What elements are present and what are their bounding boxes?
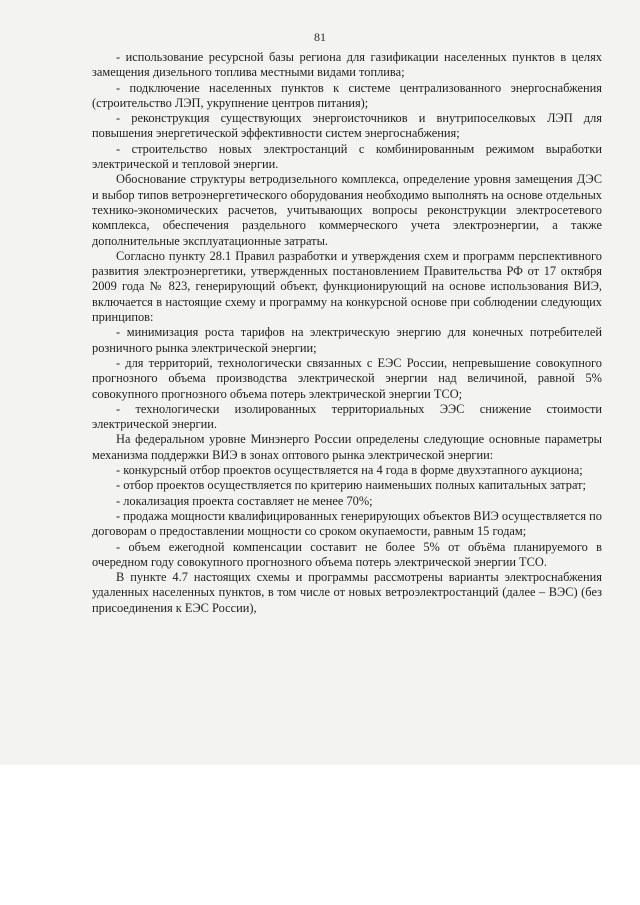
paragraph: Обоснование структуры ветродизельного комплекса, определение уровня замещения ДЭС и выбор типов ветроэнергетического оборудования необходимо выполнять на основе отдельных технико-экономических расчетов, учитывающих вопросы реконструкции электросетевого комплекса, обеспечения раздельного коммерческого учета электроэнергии, а также дополнительные эксплуатационные затраты. — [92, 172, 602, 248]
paragraph: На федеральном уровне Минэнерго России определены следующие основные параметры механизма поддержки ВИЭ в зонах оптового рынка электрической энергии: — [92, 432, 602, 462]
document-body — [92, 50, 602, 616]
paragraph: - подключение населенных пунктов к системе централизованного энергоснабжения (строительство ЛЭП, укрупнение центров питания); — [92, 80, 602, 110]
paragraph: - использование ресурсной базы региона для газификации населенных пунктов в целях замещения дизельного топлива местными видами топлива; — [92, 50, 602, 80]
paragraph: - строительство новых электростанций с комбинированным режимом выработки электрической и тепловой энергии. — [92, 141, 602, 172]
paragraph: - минимизация роста тарифов на электрическую энергию для конечных потребителей розничного рынка электрической энергии; — [92, 325, 602, 355]
paragraph: - реконструкция существующих энергоисточников и внутрипоселковых ЛЭП для повышения энергетической эффективности систем энергоснабжения; — [92, 111, 602, 141]
paragraph: - технологически изолированных территориальных ЭЭС снижение стоимости электрической энергии. — [92, 401, 602, 432]
paragraph: - локализация проекта составляет не менее 70%; — [116, 493, 373, 508]
paragraph: - объем ежегодной компенсации составит не более 5% от объёма планируемого в очередном году совокупного прогнозного объема потерь электрической энергии ТСО. — [92, 539, 602, 569]
blank-margin — [0, 765, 640, 905]
paragraph: - продажа мощности квалифицированных генерирующих объектов ВИЭ осуществляется по договорам о предоставлении мощности со сроком окупаемости, равным 15 годам; — [92, 508, 602, 539]
paragraph: - конкурсный отбор проектов осуществляется на 4 года в форме двухэтапного аукциона; — [116, 463, 583, 478]
page-number: 81 — [314, 30, 326, 44]
paragraph: В пункте 4.7 настоящих схемы и программы рассмотрены варианты электроснабжения удаленных населенных пунктов, в том числе от новых ветроэлектростанций (далее – ВЭС) (без присоединения к ЕЭС России), — [92, 570, 602, 615]
paragraph: Согласно пункту 28.1 Правил разработки и утверждения схем и программ перспективного развития электроэнергетики, утвержденных постановлением Правительства РФ от 17 октября 2009 года № 823, генерирующий объект, функционирующий на основе использования ВИЭ, включается в настоящие схему и программу на конкурсной основе при соблюдении следующих принципов: — [92, 248, 602, 325]
paragraph: - для территорий, технологически связанных с ЕЭС России, непревышение совокупного прогнозного объема производства электрической энергии над величиной, равной 5% совокупного прогнозного объема потерь электрической энергии ТСО; — [92, 355, 602, 401]
paragraph: - отбор проектов осуществляется по критерию наименьших полных капитальных затрат; — [116, 478, 586, 493]
